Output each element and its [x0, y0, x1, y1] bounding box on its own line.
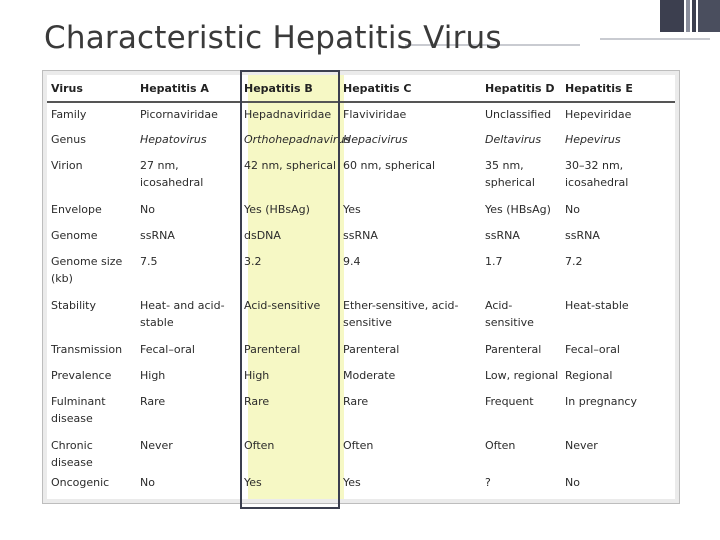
table-cell: Parenteral [244, 343, 301, 356]
table-cell: ssRNA [485, 229, 520, 242]
table-cell: No [140, 203, 155, 216]
table-header-row [47, 75, 675, 102]
table-cell: 9.4 [343, 255, 361, 268]
table-container [47, 75, 675, 499]
table-cell: Picornaviridae [140, 108, 218, 121]
table-cell: Parenteral [343, 343, 400, 356]
table-cell: ssRNA [343, 229, 378, 242]
row-label: Fulminant disease [51, 395, 106, 425]
table-cell: Acid-sensitive [244, 299, 321, 312]
table-cell: Yes (HBsAg) [485, 203, 551, 216]
table-row [47, 198, 675, 224]
table-cell: Deltavirus [485, 133, 542, 146]
table-cell: Often [485, 439, 516, 452]
table-cell: No [140, 476, 155, 489]
row-label: Genome size (kb) [51, 255, 123, 285]
table-cell: 30–32 nm, icosahedral [565, 159, 629, 189]
table-cell: 60 nm, spherical [343, 159, 436, 172]
table-cell: Rare [343, 395, 369, 408]
corner-decoration [692, 0, 696, 32]
table-cell: Hepacivirus [343, 133, 408, 146]
table-cell: Moderate [343, 369, 396, 382]
corner-decoration [686, 0, 690, 32]
table-cell: 7.5 [140, 255, 158, 268]
table-cell: Often [343, 439, 374, 452]
table-cell: Fecal–oral [565, 343, 620, 356]
row-label: Transmission [51, 343, 123, 356]
table-cell: High [140, 369, 166, 382]
corner-decoration [698, 0, 720, 32]
table-cell: No [565, 203, 580, 216]
table-image-frame [42, 70, 680, 504]
table-cell: High [244, 369, 270, 382]
table-cell: Fecal–oral [140, 343, 195, 356]
slide-title: Characteristic Hepatitis Virus [44, 20, 502, 56]
header-cell: Hepatitis A [136, 75, 240, 102]
row-label: Envelope [51, 203, 102, 216]
table-cell: Regional [565, 369, 613, 382]
table-row [47, 294, 675, 338]
hepatitis-virus-table [47, 75, 675, 499]
table-cell: Acid-sensitive [485, 299, 534, 329]
table-cell: No [565, 476, 580, 489]
table-cell: Low, regional [485, 369, 559, 382]
table-cell: 3.2 [244, 255, 262, 268]
table-cell: Hepatovirus [140, 133, 207, 146]
table-cell: Orthohepadnavirus [244, 133, 351, 146]
row-label: Stability [51, 299, 97, 312]
row-label: Chronic disease [51, 439, 93, 469]
table-row [47, 102, 675, 128]
table-row [47, 128, 675, 154]
table-cell: In pregnancy [565, 395, 637, 408]
table-cell: Rare [140, 395, 166, 408]
table-cell: Parenteral [485, 343, 542, 356]
row-label: Oncogenic [51, 476, 110, 489]
table-cell: Hepeviridae [565, 108, 632, 121]
table-cell: Yes (HBsAg) [244, 203, 310, 216]
table-cell: Ether-sensitive, acid-sensitive [343, 299, 459, 329]
row-label: Genus [51, 133, 86, 146]
table-cell: ? [485, 476, 491, 489]
table-cell: ssRNA [565, 229, 600, 242]
row-label: Genome [51, 229, 98, 242]
table-cell: 27 nm, icosahedral [140, 159, 204, 189]
table-cell: Hepevirus [565, 133, 621, 146]
table-cell: Often [244, 439, 275, 452]
table-cell: 7.2 [565, 255, 583, 268]
table-row [47, 364, 675, 390]
table-cell: Yes [244, 476, 262, 489]
table-cell: Unclassified [485, 108, 552, 121]
table-cell: Yes [343, 476, 361, 489]
table-cell: Hepadnaviridae [244, 108, 332, 121]
table-row [47, 250, 675, 294]
table-cell: Yes [343, 203, 361, 216]
table-cell: Heat- and acid-stable [140, 299, 225, 329]
row-label: Prevalence [51, 369, 112, 382]
table-row [47, 224, 675, 250]
table-row [47, 434, 675, 471]
corner-decoration [660, 0, 684, 32]
title-underline [600, 38, 710, 40]
header-cell: Hepatitis E [561, 75, 675, 102]
table-cell: 42 nm, spherical [244, 159, 337, 172]
table-cell: Heat-stable [565, 299, 629, 312]
table-cell: ssRNA [140, 229, 175, 242]
table-cell: dsDNA [244, 229, 281, 242]
table-row [47, 154, 675, 198]
table-cell: 35 nm, spherical [485, 159, 535, 189]
header-cell: Virus [47, 75, 136, 102]
table-cell: Frequent [485, 395, 534, 408]
table-cell: Rare [244, 395, 270, 408]
row-label: Family [51, 108, 87, 121]
header-cell: Hepatitis B [240, 75, 339, 102]
table-cell: Flaviviridae [343, 108, 407, 121]
table-cell: 1.7 [485, 255, 503, 268]
header-cell: Hepatitis C [339, 75, 481, 102]
table-cell: Never [565, 439, 598, 452]
table-row [47, 471, 675, 499]
header-cell: Hepatitis D [481, 75, 561, 102]
row-label: Virion [51, 159, 83, 172]
table-row [47, 390, 675, 434]
table-row [47, 338, 675, 364]
table-cell: Never [140, 439, 173, 452]
